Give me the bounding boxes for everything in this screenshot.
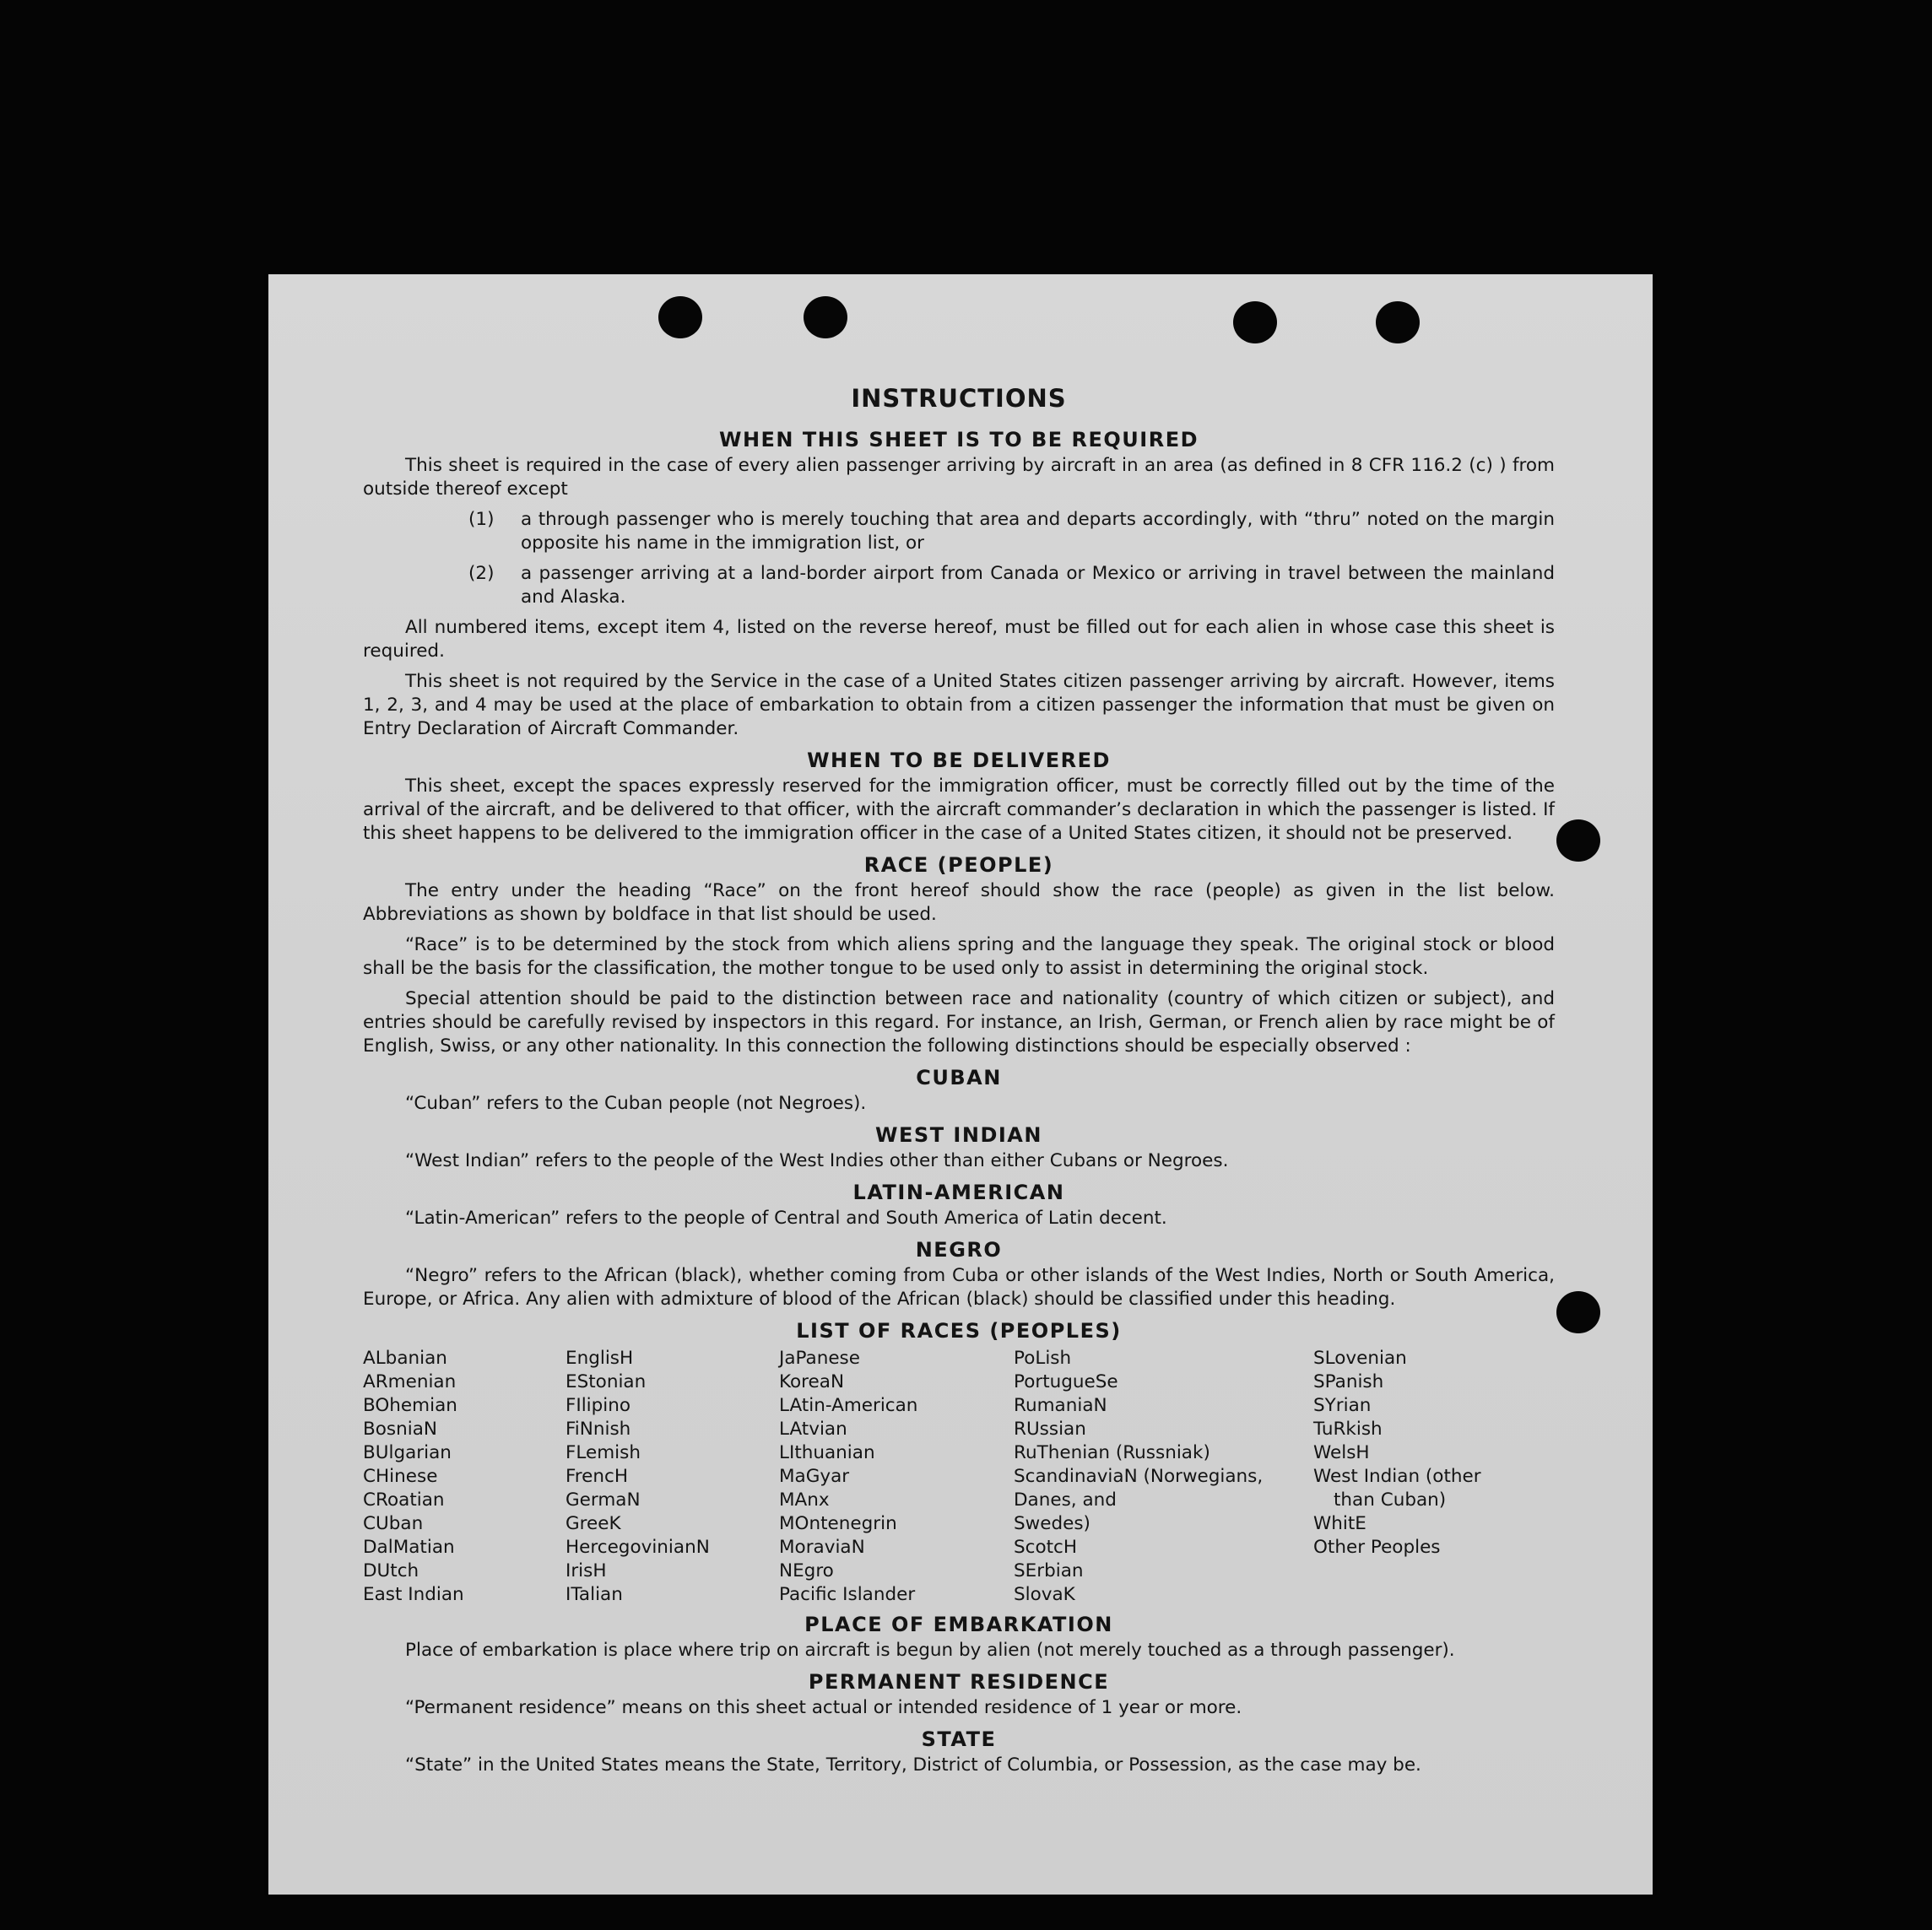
race-item: FIlipino xyxy=(566,1395,631,1416)
race-item: ARmenian xyxy=(363,1371,457,1392)
race-item: RUssian xyxy=(1014,1419,1086,1440)
race-item: MaGyar xyxy=(779,1466,850,1487)
race-item: CUban xyxy=(363,1513,424,1534)
race-item: BosniaN xyxy=(363,1419,437,1440)
race-item: EnglisH xyxy=(566,1348,634,1369)
race-item: MAnx xyxy=(779,1489,830,1511)
race-item: FiNnish xyxy=(566,1419,631,1440)
punch-hole xyxy=(804,296,847,338)
race-item: BUlgarian xyxy=(363,1442,452,1463)
race-item: TuRkish xyxy=(1313,1419,1383,1440)
race-column xyxy=(1014,1347,1313,1607)
race-item: ScotcH xyxy=(1014,1537,1078,1558)
heading-list-of-races: LIST OF RACES (PEOPLES) xyxy=(796,1319,1122,1343)
race-item: ITalian xyxy=(566,1584,623,1605)
para-cuban: “Cuban” refers to the Cuban people (not Negroes). xyxy=(405,1093,867,1114)
punch-hole xyxy=(1376,301,1420,343)
para-race-3: Special attention should be paid to the distinction between race and nationality (country of which citizen or subject), and entries should be carefully revised by inspectors in this regard. For instance, an Irish, German, or French alien by race might be of English, Swiss, or any other nationality. In this connection the following distinctions should be especially observed : xyxy=(363,988,1555,1057)
race-item: IrisH xyxy=(566,1560,607,1581)
race-item: CRoatian xyxy=(363,1489,445,1511)
para-race-2: “Race” is to be determined by the stock from which aliens spring and the language they speak. The original stock or blood shall be the basis for the classification, the mother tongue to be used only to assist in determining the original stock. xyxy=(363,934,1555,979)
punch-hole xyxy=(1556,819,1600,862)
race-item: Other Peoples xyxy=(1313,1537,1441,1558)
race-item: SYrian xyxy=(1313,1395,1372,1416)
para-citizen: This sheet is not required by the Service in the case of a United States citizen passenger arriving by aircraft. However, items 1, 2, 3, and 4 may be used at the place of embarkation to obtain from a citizen passenger the information that must be given on Entry Declaration of Aircraft Commander. xyxy=(363,671,1555,739)
exception-item xyxy=(363,562,1555,609)
heading-required: WHEN THIS SHEET IS TO BE REQUIRED xyxy=(718,428,1199,451)
race-item: RuThenian (Russniak) xyxy=(1014,1442,1210,1463)
page-title: INSTRUCTIONS xyxy=(851,384,1067,413)
race-item: LIthuanian xyxy=(779,1442,875,1463)
race-item: SlovaK xyxy=(1014,1584,1075,1605)
race-column xyxy=(363,1347,566,1607)
race-item: Pacific Islander xyxy=(779,1584,916,1605)
heading-race: RACE (PEOPLE) xyxy=(863,853,1054,877)
heading-permanent-residence: PERMANENT RESIDENCE xyxy=(808,1670,1110,1694)
race-item: LAtin-American xyxy=(779,1395,918,1416)
punch-hole xyxy=(1233,301,1277,343)
race-item: NEgro xyxy=(779,1560,834,1581)
race-item: JaPanese xyxy=(779,1348,860,1369)
exception-text: a passenger arriving at a land-border airport from Canada or Mexico or arriving in travel between the mainland and Alaska. xyxy=(521,563,1555,608)
race-item: DUtch xyxy=(363,1560,419,1581)
para-delivered: This sheet, except the spaces expressly reserved for the immigration officer, must be correctly filled out by the time of the arrival of the aircraft, and be delivered to that officer, with the aircraft commander’s declaration in which the passenger is listed. If this sheet happens to be delivered to the immigration officer in the case of a United States citizen, it should not be preserved. xyxy=(363,776,1555,844)
race-item: HercegovinianN xyxy=(566,1537,710,1558)
para-numbered-items: All numbered items, except item 4, listed on the reverse hereof, must be filled out for each alien in whose case this sheet is required. xyxy=(363,617,1555,662)
heading-delivered: WHEN TO BE DELIVERED xyxy=(807,749,1111,772)
race-item: CHinese xyxy=(363,1466,438,1487)
race-item: Swedes) xyxy=(1014,1513,1090,1534)
para-permanent-residence: “Permanent residence” means on this sheet actual or intended residence of 1 year or more. xyxy=(405,1697,1242,1718)
exception-number: (2) xyxy=(468,563,495,584)
race-item: BOhemian xyxy=(363,1395,457,1416)
race-item: Danes, and xyxy=(1014,1489,1117,1511)
race-item: FrencH xyxy=(566,1466,629,1487)
race-item: West Indian (other xyxy=(1313,1466,1481,1487)
race-item: East Indian xyxy=(363,1584,464,1605)
race-item: SPanish xyxy=(1313,1371,1384,1392)
race-item: KoreaN xyxy=(779,1371,845,1392)
punch-hole xyxy=(658,296,702,338)
race-item: GreeK xyxy=(566,1513,621,1534)
para-state: “State” in the United States means the State, Territory, District of Columbia, or Possession, as the case may be. xyxy=(405,1754,1421,1776)
race-column xyxy=(1313,1347,1533,1607)
race-item: MoraviaN xyxy=(779,1537,865,1558)
heading-negro: NEGRO xyxy=(915,1238,1003,1262)
race-item: ALbanian xyxy=(363,1348,447,1369)
race-item: PoLish xyxy=(1014,1348,1072,1369)
para-embarkation: Place of embarkation is place where trip on aircraft is begun by alien (not merely touched as a through passenger). xyxy=(405,1640,1455,1661)
race-item: WhitE xyxy=(1313,1513,1366,1534)
para-latin-american: “Latin-American” refers to the people of Central and South America of Latin decent. xyxy=(405,1208,1167,1229)
race-item: than Cuban) xyxy=(1334,1489,1447,1511)
race-item: SLovenian xyxy=(1313,1348,1407,1369)
exception-number: (1) xyxy=(468,509,495,530)
para-race-1: The entry under the heading “Race” on the front hereof should show the race (people) as given in the list below. Abbreviations as shown by boldface in that list should be used. xyxy=(363,880,1555,925)
race-item: EStonian xyxy=(566,1371,647,1392)
race-item: FLemish xyxy=(566,1442,641,1463)
race-item: PortugueSe xyxy=(1014,1371,1118,1392)
heading-embarkation: PLACE OF EMBARKATION xyxy=(804,1613,1113,1636)
race-item: DalMatian xyxy=(363,1537,455,1558)
race-item: ScandinaviaN (Norwegians, xyxy=(1014,1466,1264,1487)
heading-west-indian: WEST INDIAN xyxy=(875,1123,1042,1147)
race-column xyxy=(566,1347,779,1607)
exception-item xyxy=(363,508,1555,555)
race-list xyxy=(363,1347,1555,1607)
race-item: LAtvian xyxy=(779,1419,847,1440)
instructions-text xyxy=(363,384,1555,1784)
race-item: RumaniaN xyxy=(1014,1395,1107,1416)
heading-latin-american: LATIN-AMERICAN xyxy=(852,1181,1065,1204)
race-item: MOntenegrin xyxy=(779,1513,897,1534)
exception-text: a through passenger who is merely touching that area and departs accordingly, with “thru” noted on the margin opposite his name in the immigration list, or xyxy=(521,509,1555,554)
para-west-indian: “West Indian” refers to the people of the West Indies other than either Cubans or Negroes. xyxy=(405,1150,1229,1171)
race-column xyxy=(779,1347,1014,1607)
heading-state: STATE xyxy=(921,1727,997,1751)
race-item: GermaN xyxy=(566,1489,641,1511)
heading-cuban: CUBAN xyxy=(916,1066,1002,1089)
document-page xyxy=(268,274,1653,1895)
punch-hole xyxy=(1556,1291,1600,1333)
race-item: WelsH xyxy=(1313,1442,1370,1463)
para-required-intro: This sheet is required in the case of every alien passenger arriving by aircraft in an area (as defined in 8 CFR 116.2 (c) ) from outside thereof except xyxy=(363,455,1555,500)
race-item: SErbian xyxy=(1014,1560,1084,1581)
para-negro: “Negro” refers to the African (black), whether coming from Cuba or other islands of the West Indies, North or South America, Europe, or Africa. Any alien with admixture of blood of the African (black) should be classified under this heading. xyxy=(363,1265,1555,1310)
